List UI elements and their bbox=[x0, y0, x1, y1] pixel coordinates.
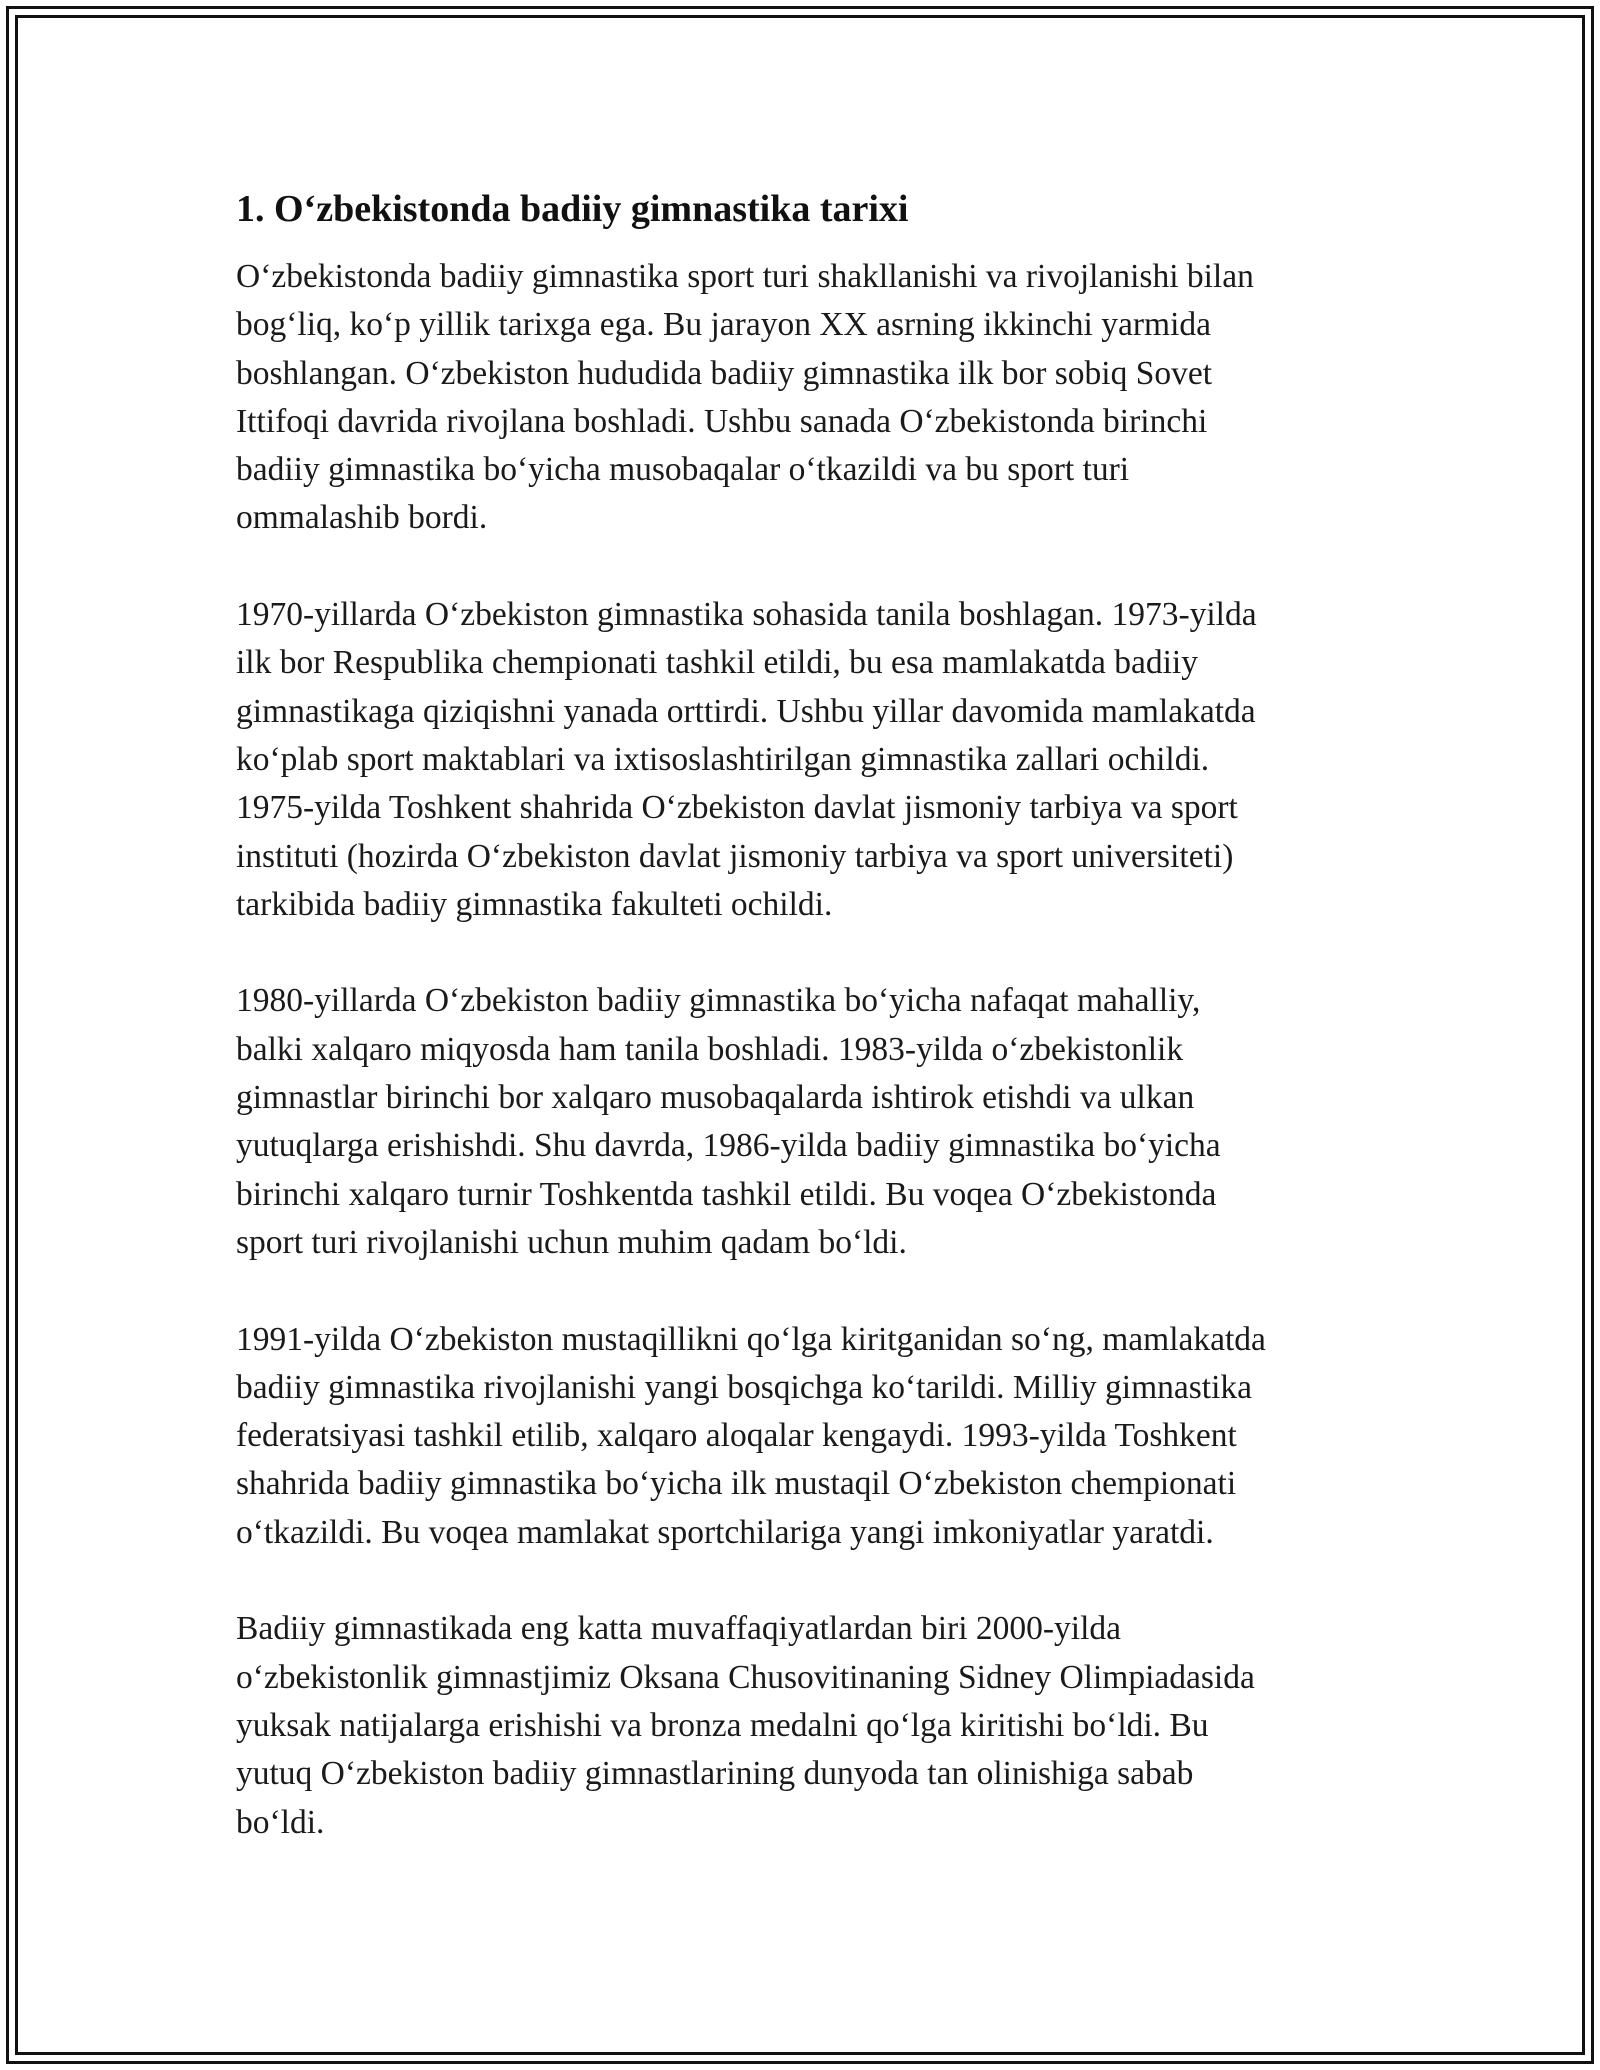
paragraph-1970s: 1970-yillarda O‘zbekiston gimnastika sohasida tanila boshlagan. 1973-yilda ilk bor Respublika chempionati tashkil etildi, bu esa mamlakatda badiiy gimnastikaga qiziqishni yanada orttirdi. Ushbu yillar davomida mamlakatda ko‘plab sport maktablari va ixtisoslashtirilgan gimnastika zallari ochildi. 1975-yilda Toshkent shahrida O‘zbekiston davlat jismoniy tarbiya va sport instituti (hozirda O‘zbekiston davlat jismoniy tarbiya va sport universiteti) tarkibida badiiy gimnastika fakulteti ochildi. bbox=[236, 596, 1257, 923]
document-page bbox=[236, 185, 1376, 1895]
section-heading: 1. O‘zbekistonda badiiy gimnastika tarixi bbox=[236, 188, 909, 230]
paragraph-2000: Badiiy gimnastikada eng katta muvaffaqiyatlardan biri 2000-yilda o‘zbekistonlik gimnastjimiz Oksana Chusovitinaning Sidney Olimpiadasida yuksak natijalarga erishishi va bronza medalni qo‘lga kiritishi bo‘ldi. Bu yutuq O‘zbekiston badiiy gimnastlarining dunyoda tan olinishiga sabab bo‘ldi. bbox=[236, 1610, 1255, 1841]
paragraph-1991: 1991-yilda O‘zbekiston mustaqillikni qo‘lga kiritganidan so‘ng, mamlakatda badiiy gimnastika rivojlanishi yangi bosqichga ko‘tarildi. Milliy gimnastika federatsiyasi tashkil etilib, xalqaro aloqalar kengaydi. 1993-yilda Toshkent shahrida badiiy gimnastika bo‘yicha ilk mustaqil O‘zbekiston chempionati o‘tkazildi. Bu voqea mamlakat sportchilariga yangi imkoniyatlar yaratdi. bbox=[236, 1320, 1266, 1551]
paragraph-1980s: 1980-yillarda O‘zbekiston badiiy gimnastika bo‘yicha nafaqat mahalliy, balki xalqaro miqyosda ham tanila boshladi. 1983-yilda o‘zbekistonlik gimnastlar birinchi bor xalqaro musobaqalarda ishtirok etishdi va ulkan yutuqlarga erishishdi. Shu davrda, 1986-yilda badiiy gimnastika bo‘yicha birinchi xalqaro turnir Toshkentda tashkil etildi. Bu voqea O‘zbekistonda sport turi rivojlanishi uchun muhim qadam bo‘ldi. bbox=[236, 982, 1221, 1261]
paragraph-intro: O‘zbekistonda badiiy gimnastika sport turi shakllanishi va rivojlanishi bilan bog‘liq, ko‘p yillik tarixga ega. Bu jarayon XX asrning ikkinchi yarmida boshlangan. O‘zbekiston hududida badiiy gimnastika ilk bor sobiq Sovet Ittifoqi davrida rivojlana boshladi. Ushbu sanada O‘zbekistonda birinchi badiiy gimnastika bo‘yicha musobaqalar o‘tkazildi va bu sport turi ommalashib bordi. bbox=[236, 258, 1254, 537]
